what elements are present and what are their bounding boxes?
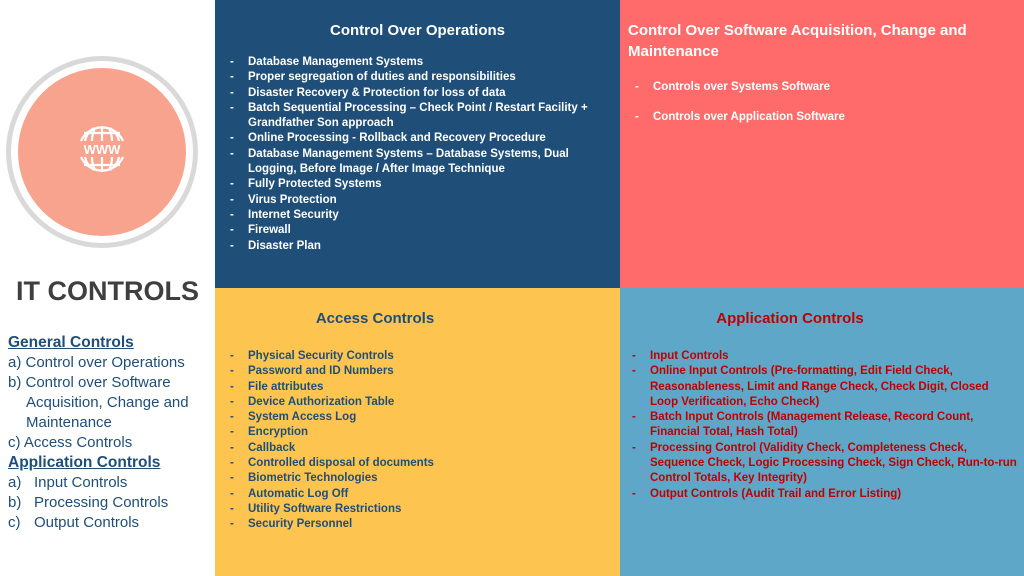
list-item: - Physical Security Controls [230,350,394,362]
list-item: - Input Controls [632,350,729,362]
item-text: Physical Security Controls [248,350,394,362]
list-item: - Online Input Controls (Pre-formatting, Edit Field Check, Reasonableness, Limit and Range Check, Check Digit, Closed Loop Verification, Echo Check) [632,365,989,408]
general-item: Maintenance [26,414,112,431]
list-item: - Device Authorization Table [230,395,395,408]
item-text: File attributes [248,380,324,393]
item-text: Virus Protection [248,193,337,206]
item-text: Biometric Technologies [248,472,378,485]
operations-quadrant [215,0,620,288]
item-text: Proper segregation of duties and responsibilities [248,71,516,84]
list-item: - Database Management Systems [230,56,424,68]
item-marker: b) [8,494,22,511]
item-text: Security Personnel [248,518,353,531]
item-marker: a) [8,474,22,491]
list-item: - Automatic Log Off [230,487,349,500]
list-item: - Batch Input Controls (Management Release, Record Count, Financial Total, Hash Total) [632,411,974,439]
list-item: - File attributes [230,380,324,393]
item-text: Utility Software Restrictions [248,502,402,515]
item-text: Online Processing - Rollback and Recovery Procedure [248,132,546,145]
list-item: - Utility Software Restrictions [230,502,402,515]
summary-list [8,333,213,533]
general-item: Acquisition, Change and [26,394,189,411]
application-list [625,349,1019,502]
access-quadrant [215,288,620,576]
item-text: Database Management Systems – Database Systems, Dual Logging, Before Image / After Image Technique [248,147,569,176]
list-item: - Batch Sequential Processing – Check Point / Restart Facility + Grandfather Son approach [230,101,588,130]
list-item: - Disaster Plan [230,239,321,252]
item-text: Password and ID Numbers [248,365,394,378]
application-item [8,473,213,493]
list-item: - Security Personnel [230,518,353,531]
list-item: - Callback [230,441,296,454]
list-item: - Controls over Application Software [635,111,845,124]
application-item [8,493,213,513]
general-item: b) Control over Software [8,374,171,391]
list-item: - Proper segregation of duties and responsibilities [230,71,516,84]
list-item: - Fully Protected Systems [230,178,382,191]
application-item [8,513,213,533]
list-item: - Database Management Systems – Database Systems, Dual Logging, Before Image / After Image Technique [230,147,569,176]
operations-title: Control Over Operations [329,22,506,39]
item-text: Firewall [248,224,291,237]
item-text: Batch Sequential Processing – Check Point / Restart Facility + Grandfather Son approach [248,101,588,130]
item-text: Batch Input Controls (Management Release, Record Count, Financial Total, Hash Total) [650,411,974,439]
item-text: Database Management Systems [248,56,424,68]
item-text: Controls over Application Software [653,111,845,124]
operations-list [223,55,613,254]
list-item: - Internet Security [230,208,339,221]
list-item: - Firewall [230,224,291,237]
item-text: Input Controls [34,474,128,491]
acquisition-quadrant [620,0,1024,288]
general-controls-heading: General Controls [8,334,134,351]
item-text: Disaster Recovery & Protection for loss of data [248,86,506,99]
item-text: Internet Security [248,208,339,221]
general-item: c) Access Controls [8,434,133,451]
list-item: - Online Processing - Rollback and Recovery Procedure [230,132,546,145]
item-marker: c) [8,514,21,531]
item-text: Callback [248,441,296,454]
list-item: - Output Controls (Audit Trail and Error Listing) [632,487,902,500]
item-text: Processing Controls [34,494,169,511]
www-globe-icon [72,119,132,179]
list-item: - Controls over Systems Software [635,81,831,93]
item-text: Processing Control (Validity Check, Completeness Check, Sequence Check, Logic Processing Check, Sign Check, Run-to-run Control Totals, Key Integrity) [650,441,1017,485]
item-text: Automatic Log Off [248,487,349,500]
list-item: - System Access Log [230,411,357,424]
left-panel [0,0,215,576]
page-title: IT CONTROLS [16,276,199,306]
list-item: - Virus Protection [230,193,337,206]
item-text: Encryption [248,426,309,439]
item-text: Fully Protected Systems [248,178,382,191]
list-item: - Controlled disposal of documents [230,457,434,470]
application-quadrant [620,288,1024,576]
item-text: Output Controls (Audit Trail and Error Listing) [650,487,902,500]
general-item: a) Control over Operations [8,354,185,371]
application-title: Application Controls [716,310,864,327]
acquisition-title: Control Over Software Acquisition, Change and Maintenance [628,22,967,60]
item-text: Device Authorization Table [248,395,395,408]
list-item: - Disaster Recovery & Protection for loss of data [230,86,506,99]
list-item: - Biometric Technologies [230,472,378,485]
item-text: Controlled disposal of documents [248,457,434,470]
item-text: Input Controls [650,350,729,362]
access-list [223,349,613,533]
item-text: Disaster Plan [248,239,321,252]
item-text: System Access Log [248,411,357,424]
item-text: Output Controls [34,514,140,531]
application-controls-heading: Application Controls [8,454,161,471]
www-label: WWW [83,142,121,157]
item-text: Controls over Systems Software [653,81,831,93]
list-item: - Encryption [230,426,309,439]
access-title: Access Controls [315,310,435,327]
list-item: - Processing Control (Validity Check, Completeness Check, Sequence Check, Logic Processing Check, Sign Check, Run-to-run Control Totals, Key Integrity) [632,441,1017,485]
item-text: Online Input Controls (Pre-formatting, Edit Field Check, Reasonableness, Limit and Range Check, Check Digit, Closed Loop Verification, Echo Check) [650,365,989,408]
acquisition-list [628,80,1018,141]
list-item: - Password and ID Numbers [230,365,394,378]
